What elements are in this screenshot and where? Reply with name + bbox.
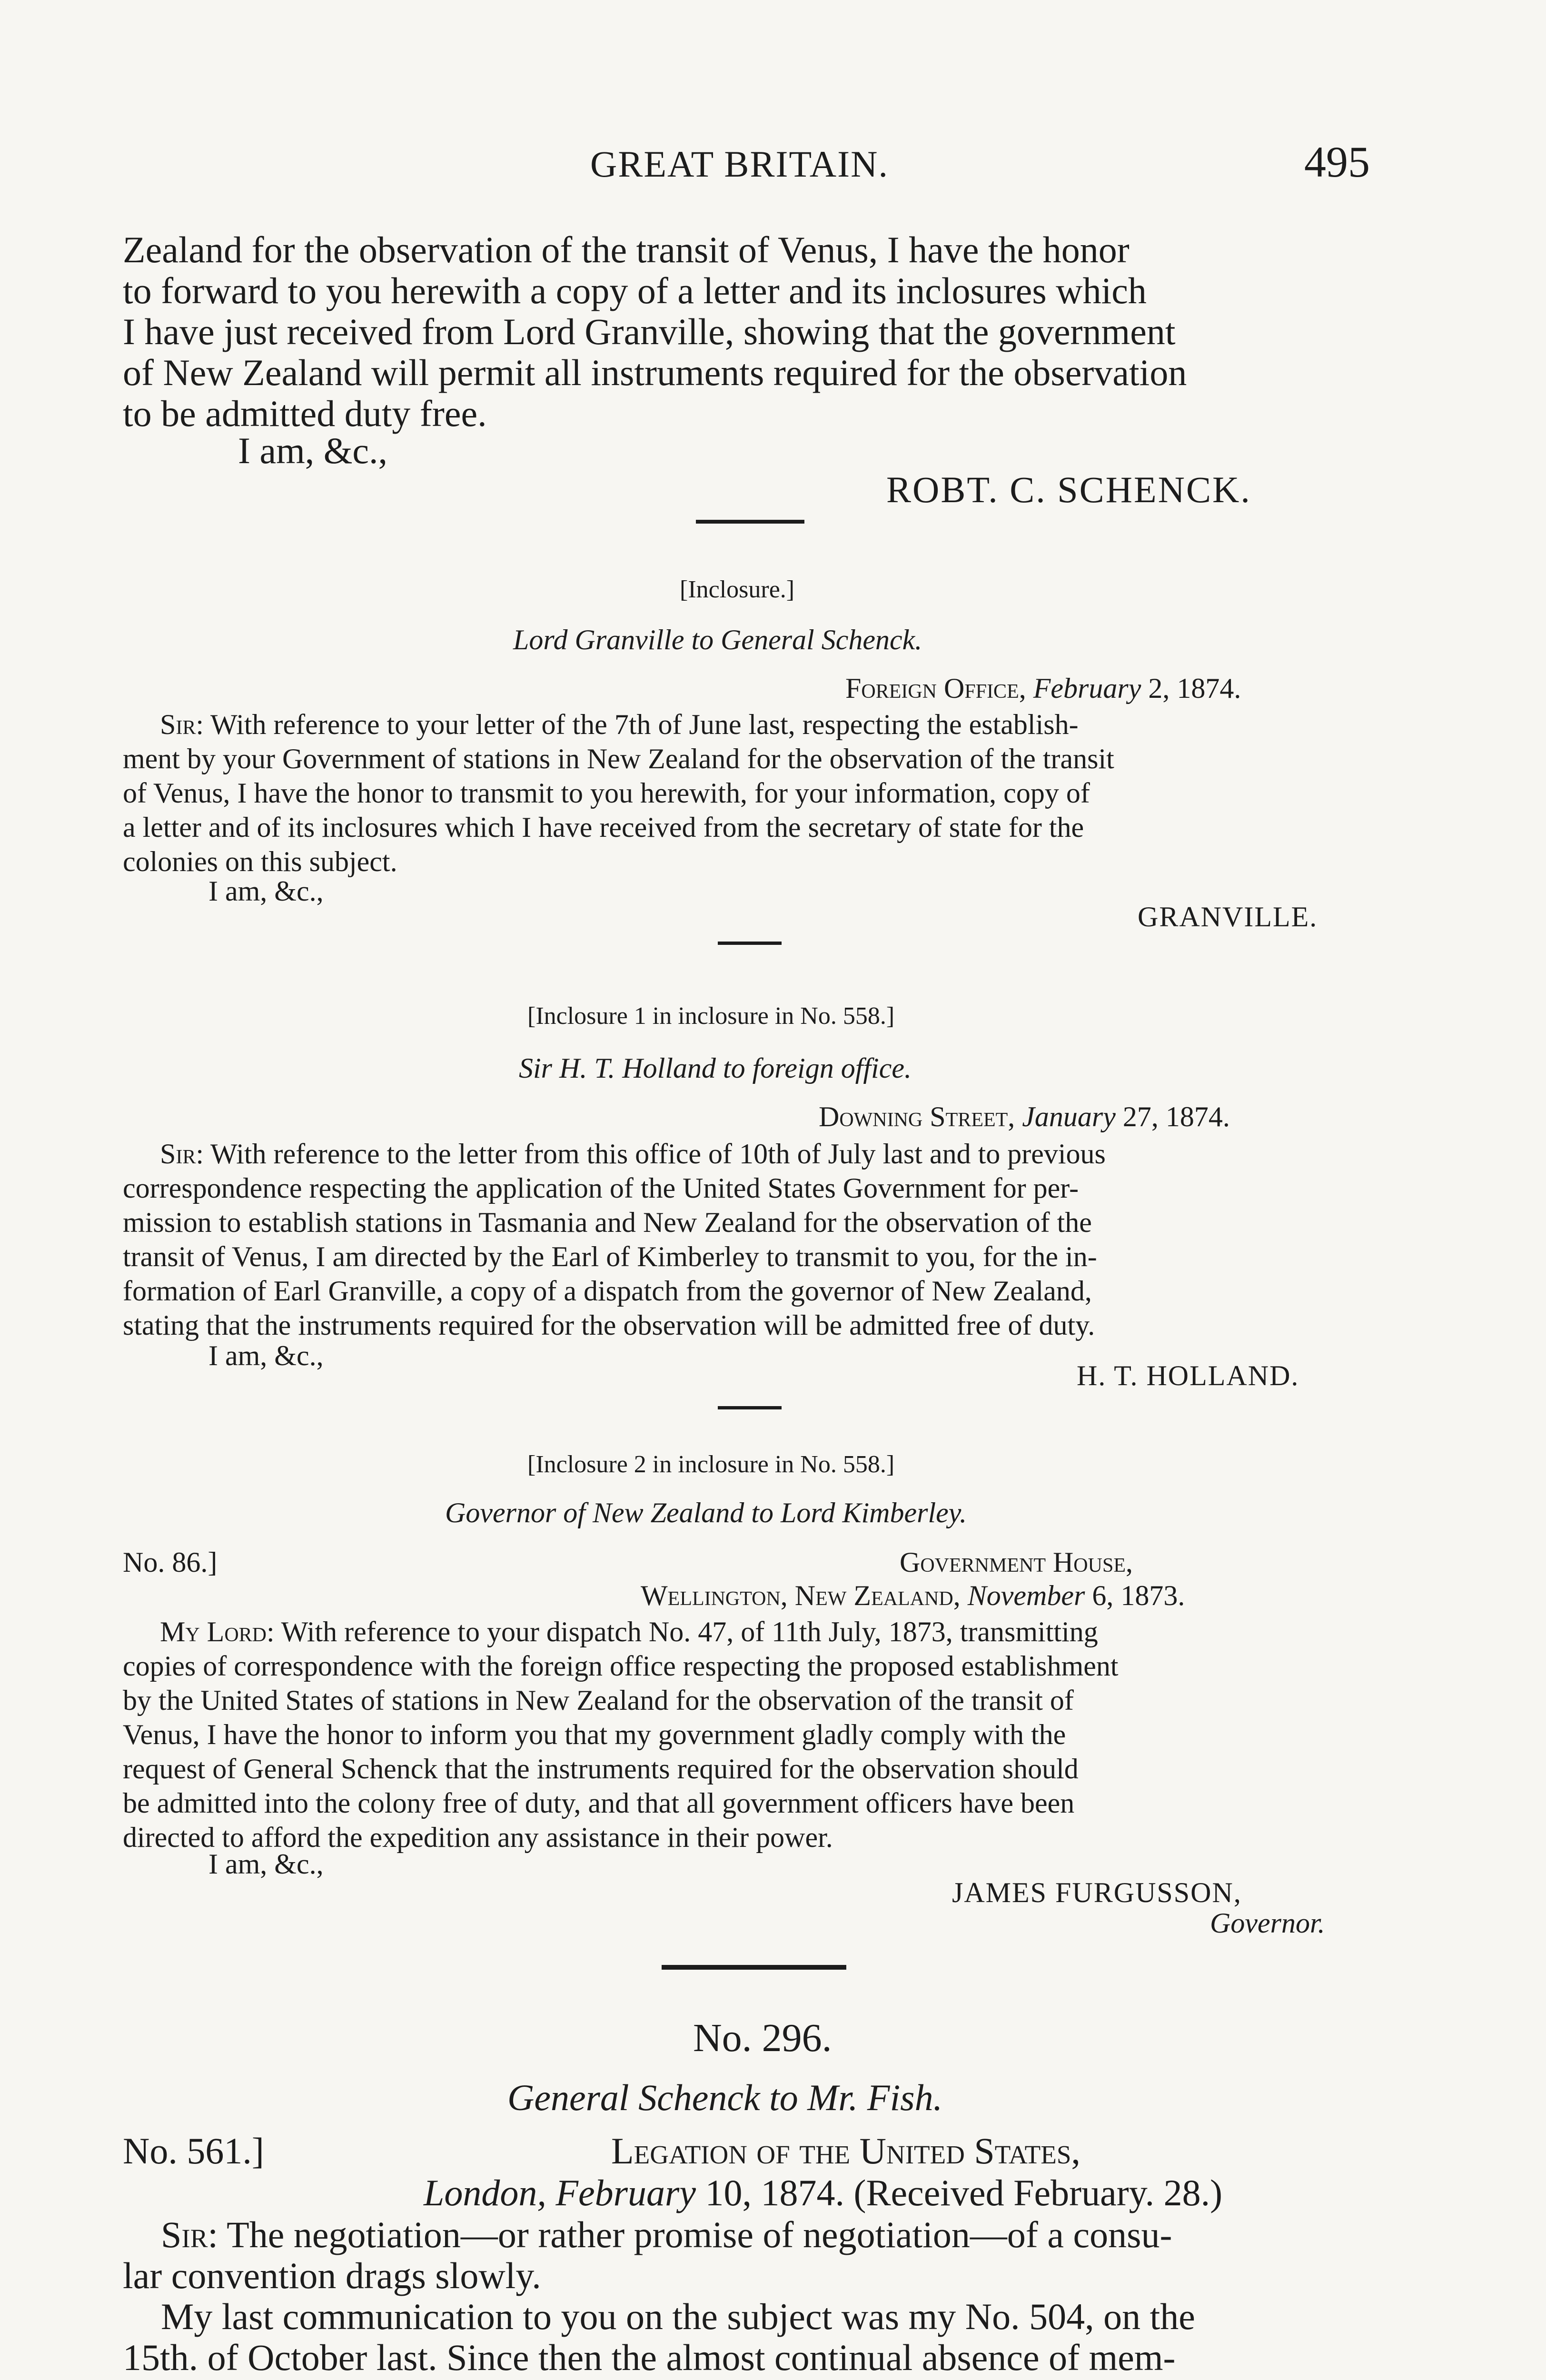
text-line: colonies on this subject. <box>123 846 397 877</box>
text-line: of Venus, I have the honor to transmit to you herewith, for your information, copy of <box>123 777 1090 809</box>
letter-heading: Sir H. T. Holland to foreign office. <box>519 1052 912 1084</box>
text-line: directed to afford the expedition any assistance in their power. <box>123 1822 833 1853</box>
dateline <box>819 1100 1230 1134</box>
separator-rule <box>718 1406 782 1409</box>
signature: ROBT. C. SCHENCK. <box>886 469 1251 510</box>
letter-heading: Lord Granville to General Schenck. <box>513 624 922 655</box>
text-line: request of General Schenck that the instruments required for the observation should <box>123 1753 1079 1785</box>
separator-rule <box>718 942 782 945</box>
dateline <box>845 671 1241 705</box>
letter-heading: Governor of New Zealand to Lord Kimberley. <box>445 1497 967 1528</box>
dispatch-number: No. 561.] <box>123 2130 264 2172</box>
text-line: by the United States of stations in New Zealand for the observation of the transit of <box>123 1685 1074 1716</box>
signature: H. T. HOLLAND. <box>1077 1360 1299 1391</box>
text-line: to forward to you herewith a copy of a letter and its inclosures which <box>123 270 1147 311</box>
text-line: Zealand for the observation of the transit of Venus, I have the honor <box>123 229 1130 270</box>
salutation: Sir: <box>160 1138 204 1170</box>
date-month: February <box>1033 673 1141 704</box>
inclosure-label: [Inclosure 1 in inclosure in No. 558.] <box>527 1002 895 1030</box>
text-line: formation of Earl Granville, a copy of a dispatch from the governor of New Zealand, <box>123 1275 1092 1307</box>
dateline <box>424 2172 1222 2213</box>
date-rest: 2, 1874. <box>1148 673 1241 704</box>
text-line: Sir: With reference to your letter of the 7th of June last, respecting the establish- <box>160 709 1079 740</box>
salutation: Sir: <box>161 2214 218 2255</box>
inclosure-label: [Inclosure 2 in inclosure in No. 558.] <box>527 1451 895 1478</box>
place: Legation of the United States, <box>611 2130 1080 2172</box>
separator-rule <box>696 520 804 524</box>
signature-title: Governor. <box>1210 1907 1325 1939</box>
letter-body <box>123 1137 1379 1342</box>
text-line: correspondence respecting the application of the United States Government for per- <box>123 1172 1079 1204</box>
date-rest: 27, 1874. <box>1122 1101 1230 1132</box>
date-month: November <box>967 1580 1085 1611</box>
page-number: 495 <box>1304 138 1370 186</box>
text-line: copies of correspondence with the foreign office respecting the proposed establishment <box>123 1650 1119 1682</box>
place: Downing Street, <box>819 1101 1015 1132</box>
text-line: I have just received from Lord Granville, showing that the government <box>123 311 1176 352</box>
text-line: 15th. of October last. Since then the almost continual absence of mem- <box>123 2337 1176 2378</box>
place-line-2: Wellington, New Zealand, <box>641 1580 961 1611</box>
text-line: Sir: With reference to the letter from this office of 10th of July last and to previous <box>160 1138 1106 1170</box>
document-number-heading: No. 296. <box>693 2016 832 2060</box>
text-line: of New Zealand will permit all instruments required for the observation <box>123 352 1187 393</box>
text-line: stating that the instruments required for the observation will be admitted free of duty. <box>123 1309 1095 1341</box>
closing: I am, &c., <box>208 875 324 907</box>
date-rest: 6, 1873. <box>1092 1580 1185 1611</box>
place: Government House, <box>900 1547 1133 1578</box>
date-month: January <box>1022 1101 1116 1132</box>
inclosure-label: [Inclosure.] <box>680 576 795 603</box>
dispatch-number: No. 86.] <box>123 1547 218 1578</box>
place: Foreign Office, <box>845 673 1026 704</box>
letter-heading: General Schenck to Mr. Fish. <box>507 2077 943 2118</box>
salutation: My Lord: <box>160 1616 275 1647</box>
closing: I am, &c., <box>208 1848 324 1880</box>
continued-letter <box>123 229 1379 434</box>
text-line: My Lord: With reference to your dispatch No. 47, of 11th July, 1873, transmitting <box>160 1616 1098 1647</box>
letter-body <box>123 2214 1379 2378</box>
text-line: transit of Venus, I am directed by the Earl of Kimberley to transmit to you, for the in- <box>123 1241 1097 1272</box>
text-line: mission to establish stations in Tasmania and New Zealand for the observation of the <box>123 1207 1092 1238</box>
separator-rule <box>662 1965 846 1970</box>
signature: GRANVILLE. <box>1138 901 1318 932</box>
running-title: GREAT BRITAIN. <box>590 143 889 185</box>
signature: JAMES FURGUSSON, <box>952 1877 1242 1908</box>
closing: I am, &c., <box>238 430 388 471</box>
closing: I am, &c., <box>208 1340 324 1371</box>
text-line: be admitted into the colony free of duty, and that all government officers have been <box>123 1787 1075 1819</box>
text-line: My last communication to you on the subject was my No. 504, on the <box>161 2296 1195 2337</box>
text-line: a letter and of its inclosures which I have received from the secretary of state for the <box>123 812 1084 843</box>
text-line: lar convention drags slowly. <box>123 2255 541 2296</box>
text-line: Venus, I have the honor to inform you that my government gladly comply with the <box>123 1719 1066 1750</box>
text-line: to be admitted duty free. <box>123 393 487 434</box>
salutation: Sir: <box>160 709 204 740</box>
date-rest: 10, 1874. (Received February. 28.) <box>705 2172 1223 2213</box>
letter-body <box>123 707 1379 879</box>
date-city-month: London, February <box>424 2172 696 2213</box>
letter-body <box>123 1615 1379 1854</box>
text-line: Sir: The negotiation—or rather promise of negotiation—of a consu- <box>161 2214 1172 2255</box>
text-line: ment by your Government of stations in New Zealand for the observation of the transit <box>123 743 1114 774</box>
dateline <box>641 1578 1185 1613</box>
